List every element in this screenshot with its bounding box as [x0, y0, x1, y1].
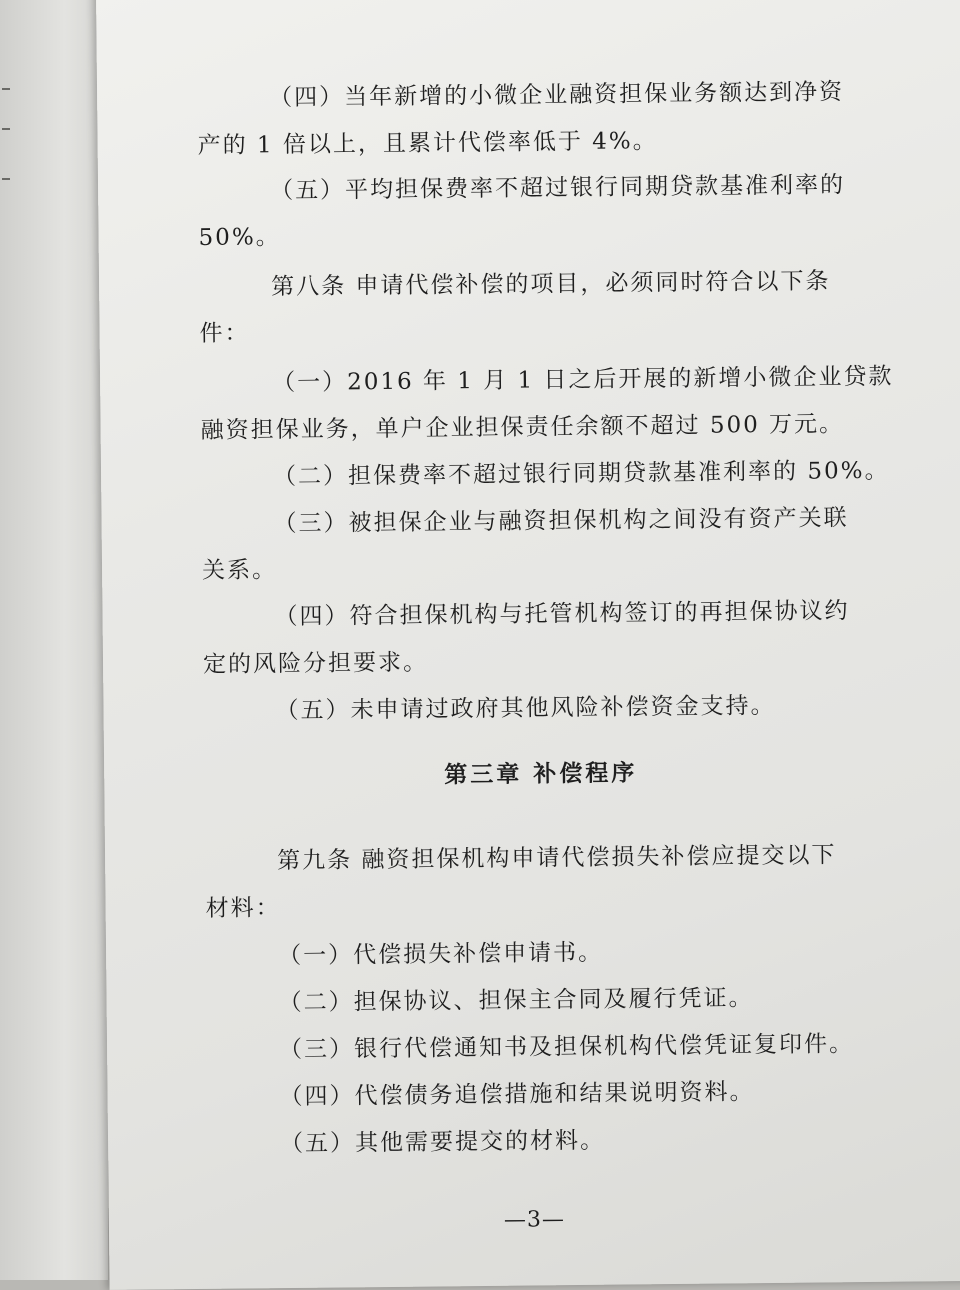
- adjacent-page-text-fragment: [2, 88, 10, 90]
- adjacent-page-edge: [0, 0, 108, 1280]
- paragraph-line: 定的风险分担要求。: [202, 649, 429, 678]
- paragraph-line: （二）担保费率不超过银行同期贷款基准利率的 50%。: [272, 457, 890, 491]
- paragraph-line: （一）2016 年 1 月 1 日之后开展的新增小微企业贷款: [271, 363, 894, 397]
- chapter-heading: 第三章 补偿程序: [444, 760, 638, 789]
- paragraph-line: 50%。: [198, 224, 281, 251]
- page-body: [96, 0, 960, 1290]
- paragraph-line: 件：: [199, 320, 250, 347]
- list-item: （四）代偿债务追偿措施和结果说明资料。: [279, 1079, 755, 1111]
- adjacent-page-text-fragment: [2, 178, 10, 180]
- document-page: [96, 0, 960, 1290]
- paragraph-line: （五）平均担保费率不超过银行同期贷款基准利率的: [269, 172, 846, 205]
- page-number: —3—: [503, 1207, 566, 1233]
- paragraph-line: 关系。: [201, 557, 278, 584]
- paragraph-line: （四）当年新增的小微企业融资担保业务额达到净资: [269, 79, 845, 112]
- adjacent-page-text-fragment: [2, 128, 10, 130]
- paragraph-line: （三）被担保企业与融资担保机构之间没有资产关联: [273, 505, 849, 538]
- paragraph-line: （五）未申请过政府其他风险补偿资金支持。: [275, 692, 776, 725]
- paragraph-line: 材料：: [205, 895, 281, 922]
- paragraph-line: 产的 1 倍以上，且累计代偿率低于 4%。: [197, 128, 658, 159]
- list-item: （三）银行代偿通知书及担保机构代偿凭证复印件。: [278, 1031, 855, 1064]
- list-item: （一）代偿损失补偿申请书。: [277, 939, 604, 970]
- paragraph-line: （四）符合担保机构与托管机构签订的再担保协议约: [274, 598, 850, 631]
- list-item: （五）其他需要提交的材料。: [279, 1127, 606, 1158]
- article-9-heading-line: 第九条 融资担保机构申请代偿损失补偿应提交以下: [276, 842, 837, 875]
- paragraph-line: 融资担保业务，单户企业担保责任余额不超过 500 万元。: [200, 411, 845, 444]
- article-8-heading-line: 第八条 申请代偿补偿的项目，必须同时符合以下条: [270, 268, 831, 301]
- list-item: （二）担保协议、担保主合同及履行凭证。: [278, 985, 754, 1017]
